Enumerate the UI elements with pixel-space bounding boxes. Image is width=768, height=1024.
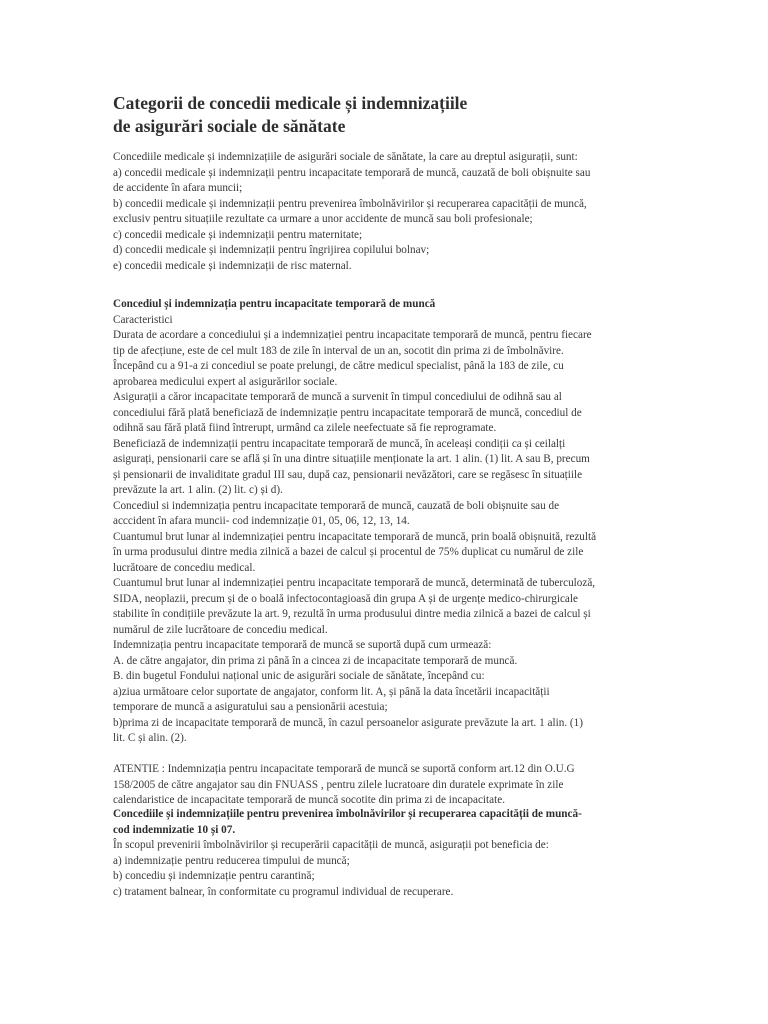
text-line: b)prima zi de incapacitate temporară de muncă, în cazul persoanelor asigurate prevăzute la art. 1 alin. (1) [113, 716, 583, 729]
section-heading: Concediile și indemnizațiile pentru prevenirea îmbolnăvirilor și recuperarea capacității de muncă- [113, 808, 582, 820]
text-line: prevăzute la art. 1 alin. (2) lit. c) și d). [113, 484, 283, 496]
intro-line: Concediile medicale și indemnizațiile de asigurări sociale de sănătate, la care au dreptul asigurații, sunt: [113, 151, 578, 163]
text-line [113, 747, 653, 763]
title-line-2: de asigurări sociale de sănătate [113, 116, 346, 136]
text-line: lit. C și alin. (2). [113, 732, 187, 744]
text-line: Caracteristici [113, 313, 173, 326]
text-line: concediului fără plată beneficiază de indemnizație pentru incapacitate temporară de muncă, concediul de [113, 406, 582, 419]
text-line: Cuantumul brut lunar al indemnizației pentru incapacitate temporară de muncă, prin boală obișnuită, rezultă [113, 530, 597, 543]
section-heading: Concediul și indemnizația pentru incapacitate temporară de muncă [113, 298, 436, 310]
text-line: c) tratament balnear, în conformitate cu programul individual de recuperare. [113, 885, 454, 898]
text-line: asigurați, pensionarii care se află și în una dintre situațiile menționate la art. 1 alin. (1) lit. A sau B, precum [113, 453, 590, 465]
text-line: stabilite în condițiile prevăzute la art. 9, rezultă în urma produsului dintre media zilnică a bazei de calcul și [113, 608, 591, 620]
intro-paragraph [113, 150, 653, 274]
intro-line: e) concedii medicale și indemnizații de risc maternal. [113, 259, 352, 272]
text-line: 158/2005 de către angajator sau din FNUASS , pentru zilele lucratoare din duratele exprimate în zile [113, 778, 564, 791]
intro-line: a) concedii medicale și indemnizații pentru incapacitate temporară de muncă, cauzată de boli obișnuite sau [113, 166, 591, 179]
intro-line: de accidente în afara muncii; [113, 182, 243, 194]
text-line: Asigurații a căror incapacitate temporară de muncă a survenit în timpul concediului de odihnă sau al [113, 391, 562, 403]
text-line: Cuantumul brut lunar al indemnizației pentru incapacitate temporară de muncă, determinată de tuberculoză, [113, 577, 596, 589]
text-line: A. de către angajator, din prima zi până în a cincea zi de incapacitate temporară de muncă. [113, 654, 518, 667]
section-incapacitate [113, 297, 653, 809]
text-line: calendaristice de incapacitate temporară de muncă socotite din prima zi de incapacitate. [113, 794, 505, 806]
text-line: în urma produsului dintre media zilnică a bazei de calcul și procentul de 75% duplicat cu numărul de zile [113, 546, 584, 558]
intro-line: exclusiv pentru situațiile rezultate ca urmare a unor accidente de muncă sau boli profesionale; [113, 213, 533, 225]
text-line: ATENTIE : Indemnizația pentru incapacitate temporară de muncă se suportă conform art.12 din O.U.G [113, 763, 575, 775]
text-line: tip de afecțiune, este de cel mult 183 de zile în interval de un an, socotit din prima zi de îmbolnăvire. [113, 344, 564, 357]
text-line: Beneficiază de indemnizații pentru incapacitate temporară de muncă, în aceleași condiții ca și ceilalți [113, 437, 566, 450]
text-line: B. din bugetul Fondului național unic de asigurări sociale de sănătate, începând cu: [113, 670, 485, 682]
text-line: În scopul prevenirii îmbolnăvirilor și recuperării capacității de muncă, asigurații pot beneficia de: [113, 839, 549, 851]
intro-line: b) concedii medicale și indemnizații pentru prevenirea îmbolnăvirilor și recuperarea capacității de muncă, [113, 197, 587, 210]
section-heading: cod indemnizatie 10 și 07. [113, 823, 236, 836]
text-line: b) concediu și indemnizație pentru carantină; [113, 870, 315, 882]
text-line: Indemnizația pentru incapacitate temporară de muncă se suportă după cum urmează: [113, 639, 492, 651]
text-line: acccident în afara muncii- cod indemnizație 01, 05, 06, 12, 13, 14. [113, 515, 410, 527]
text-line: Durata de acordare a concediului și a indemnizației pentru incapacitate temporară de muncă, pentru fiecare [113, 329, 592, 341]
text-line: aprobarea medicului expert al asigurărilor sociale. [113, 375, 338, 388]
section-prevenire [113, 807, 653, 900]
text-line: temporare de muncă a asiguratului sau a pensionării acestuia; [113, 701, 388, 713]
text-line: lucrătoare de concediu medical. [113, 561, 256, 574]
text-line: Concediul si indemnizația pentru incapacitate temporară de muncă, cauzată de boli obișnuite sau de [113, 499, 560, 512]
document-title [113, 92, 673, 138]
text-line: numărul de zile lucrătoare de concediu medical. [113, 623, 328, 636]
intro-line: c) concedii medicale și indemnizații pentru maternitate; [113, 228, 363, 241]
text-line: și pensionarii de invaliditate gradul III sau, după caz, pensionarii nevăzători, care se regăsesc în situațiile [113, 468, 583, 481]
text-line: a) indemnizație pentru reducerea timpului de muncă; [113, 854, 350, 867]
text-line: a)ziua următoare celor suportate de angajator, conform lit. A, și până la data încetării incapacității [113, 685, 550, 698]
text-line: Începând cu a 91-a zi concediul se poate prelungi, de către medicul specialist, până la 183 de zile, cu [113, 360, 564, 372]
text-line: odihnă sau fără plată fiind întrerupt, urmând ca zilele neefectuate să fie reprogramate. [113, 422, 497, 434]
title-line-1: Categorii de concedii medicale și indemnizațiile [113, 93, 468, 113]
intro-line: d) concedii medicale și indemnizații pentru îngrijirea copilului bolnav; [113, 244, 430, 256]
text-line: SIDA, neoplazii, precum și de o boală infectocontagioasă din grupa A și de urgențe medico-chirurgicale [113, 592, 578, 605]
